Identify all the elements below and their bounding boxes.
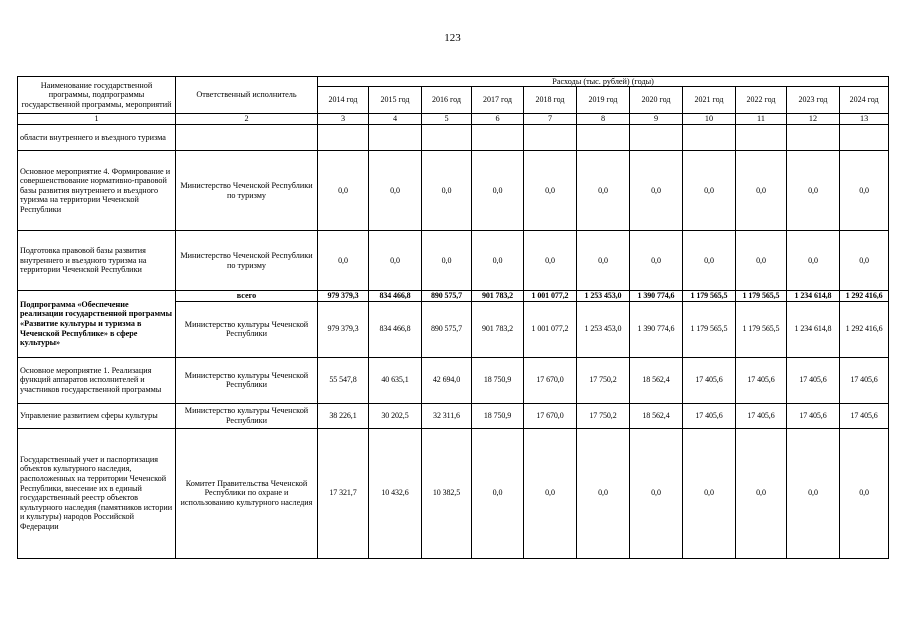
row-value: 834 466,8 <box>369 291 422 302</box>
year-header: 2017 год <box>472 87 524 114</box>
row-value: 0,0 <box>369 151 422 231</box>
year-header: 2021 год <box>683 87 736 114</box>
row-value: 1 390 774,6 <box>630 301 683 357</box>
row-value: 0,0 <box>683 231 736 291</box>
row-value <box>683 125 736 151</box>
row-value: 901 783,2 <box>472 301 524 357</box>
row-value: 0,0 <box>630 428 683 558</box>
column-number: 6 <box>472 114 524 125</box>
row-value: 0,0 <box>840 231 889 291</box>
row-value: 1 179 565,5 <box>683 301 736 357</box>
row-value: 901 783,2 <box>472 291 524 302</box>
row-value: 1 390 774,6 <box>630 291 683 302</box>
column-header-name: Наименование государственной программы, подпрограммы государственной программы, мероприятий <box>18 77 176 114</box>
row-value: 0,0 <box>787 231 840 291</box>
row-value: 18 750,9 <box>472 403 524 428</box>
row-value: 0,0 <box>787 428 840 558</box>
column-numbers-row <box>18 114 889 125</box>
column-number: 5 <box>422 114 472 125</box>
row-value: 1 253 453,0 <box>577 291 630 302</box>
year-header: 2019 год <box>577 87 630 114</box>
row-value: 17 405,6 <box>787 357 840 403</box>
table-row <box>18 151 889 231</box>
row-value <box>577 125 630 151</box>
row-value: 0,0 <box>736 151 787 231</box>
row-responsible: Министерство культуры Чеченской Республики <box>176 403 318 428</box>
row-value: 0,0 <box>577 428 630 558</box>
row-value: 834 466,8 <box>369 301 422 357</box>
year-header: 2022 год <box>736 87 787 114</box>
row-value: 0,0 <box>630 151 683 231</box>
year-header: 2018 год <box>524 87 577 114</box>
row-value: 38 226,1 <box>318 403 369 428</box>
row-value: 1 234 614,8 <box>787 291 840 302</box>
table-row <box>18 125 889 151</box>
row-value: 1 292 416,6 <box>840 301 889 357</box>
row-value: 979 379,3 <box>318 291 369 302</box>
row-value: 0,0 <box>683 151 736 231</box>
row-name: Подготовка правовой базы развития внутреннего и въездного туризма на территории Чеченской Республики <box>18 231 176 291</box>
row-value: 17 405,6 <box>683 403 736 428</box>
row-value: 18 562,4 <box>630 403 683 428</box>
year-header: 2016 год <box>422 87 472 114</box>
row-value: 18 562,4 <box>630 357 683 403</box>
table-row <box>18 231 889 291</box>
row-value: 10 382,5 <box>422 428 472 558</box>
column-number: 1 <box>18 114 176 125</box>
row-value <box>840 125 889 151</box>
row-name: области внутреннего и въездного туризма <box>18 125 176 151</box>
table-row <box>18 403 889 428</box>
row-name: Основное мероприятие 1. Реализация функций аппаратов исполнителей и участников государственной программы <box>18 357 176 403</box>
row-value: 1 253 453,0 <box>577 301 630 357</box>
column-number: 11 <box>736 114 787 125</box>
row-value: 0,0 <box>524 151 577 231</box>
row-value <box>369 125 422 151</box>
row-responsible: Министерство культуры Чеченской Республики <box>176 301 318 357</box>
column-number: 9 <box>630 114 683 125</box>
row-value <box>524 125 577 151</box>
row-value: 17 750,2 <box>577 357 630 403</box>
year-header: 2014 год <box>318 87 369 114</box>
year-header: 2023 год <box>787 87 840 114</box>
row-value: 55 547,8 <box>318 357 369 403</box>
row-value: 17 405,6 <box>840 403 889 428</box>
row-value: 1 292 416,6 <box>840 291 889 302</box>
row-responsible: Министерство Чеченской Республики по туризму <box>176 231 318 291</box>
row-value: 0,0 <box>787 151 840 231</box>
column-header-expenses: Расходы (тыс. рублей) (годы) <box>318 77 889 87</box>
row-value: 17 405,6 <box>736 403 787 428</box>
row-value: 1 001 077,2 <box>524 301 577 357</box>
row-responsible: Министерство Чеченской Республики по туризму <box>176 151 318 231</box>
row-name: Подпрограмма «Обеспечение реализации государственной программы «Развитие культуры и туризма в Чеченской Республике» в сфере культуры» <box>18 291 176 358</box>
row-value: 17 670,0 <box>524 403 577 428</box>
header-row <box>18 77 889 87</box>
row-value: 17 321,7 <box>318 428 369 558</box>
row-value: 10 432,6 <box>369 428 422 558</box>
row-value <box>787 125 840 151</box>
year-header: 2015 год <box>369 87 422 114</box>
page-number: 123 <box>444 32 461 44</box>
row-value: 0,0 <box>840 151 889 231</box>
row-value: 0,0 <box>318 151 369 231</box>
row-value: 890 575,7 <box>422 291 472 302</box>
row-value: 0,0 <box>472 151 524 231</box>
row-value: 0,0 <box>318 231 369 291</box>
table-row <box>18 357 889 403</box>
row-value <box>318 125 369 151</box>
row-value: 17 405,6 <box>683 357 736 403</box>
table-row-subprogram-total <box>18 291 889 302</box>
year-header: 2020 год <box>630 87 683 114</box>
row-value: 0,0 <box>472 428 524 558</box>
column-number: 2 <box>176 114 318 125</box>
row-value <box>736 125 787 151</box>
row-value: 0,0 <box>577 231 630 291</box>
row-value: 979 379,3 <box>318 301 369 357</box>
row-value: 0,0 <box>422 231 472 291</box>
row-name: Государственный учет и паспортизация объектов культурного наследия, расположенных на территории Чеченской Республики, внесение их в единый государственный реестр объектов культурного наследия (памятников истории и культуры) народов Российской Федерации <box>18 428 176 558</box>
column-number: 8 <box>577 114 630 125</box>
column-number: 12 <box>787 114 840 125</box>
row-value: 1 179 565,5 <box>683 291 736 302</box>
row-value: 0,0 <box>840 428 889 558</box>
row-value: 17 670,0 <box>524 357 577 403</box>
year-header: 2024 год <box>840 87 889 114</box>
column-number: 3 <box>318 114 369 125</box>
row-value: 1 179 565,5 <box>736 291 787 302</box>
row-responsible: Министерство культуры Чеченской Республики <box>176 357 318 403</box>
row-value: 17 405,6 <box>736 357 787 403</box>
row-name: Управление развитием сферы культуры <box>18 403 176 428</box>
row-value: 0,0 <box>422 151 472 231</box>
column-number: 13 <box>840 114 889 125</box>
row-value: 1 234 614,8 <box>787 301 840 357</box>
row-responsible <box>176 125 318 151</box>
row-value: 0,0 <box>472 231 524 291</box>
row-value: 0,0 <box>683 428 736 558</box>
row-responsible: всего <box>176 291 318 302</box>
row-value: 17 405,6 <box>840 357 889 403</box>
column-number: 10 <box>683 114 736 125</box>
budget-table <box>17 76 889 559</box>
row-value: 30 202,5 <box>369 403 422 428</box>
row-value: 32 311,6 <box>422 403 472 428</box>
row-value: 0,0 <box>736 231 787 291</box>
row-value: 0,0 <box>630 231 683 291</box>
row-value: 17 750,2 <box>577 403 630 428</box>
column-number: 4 <box>369 114 422 125</box>
row-value: 0,0 <box>577 151 630 231</box>
row-value: 42 694,0 <box>422 357 472 403</box>
column-header-responsible: Ответственный исполнитель <box>176 77 318 114</box>
row-value: 1 001 077,2 <box>524 291 577 302</box>
row-name: Основное мероприятие 4. Формирование и совершенствование нормативно-правовой базы развития внутреннего и въездного туризма на территории Чеченской Республики <box>18 151 176 231</box>
row-value <box>422 125 472 151</box>
row-value <box>472 125 524 151</box>
row-value: 0,0 <box>524 231 577 291</box>
row-value: 40 635,1 <box>369 357 422 403</box>
row-value: 0,0 <box>524 428 577 558</box>
row-value <box>630 125 683 151</box>
column-number: 7 <box>524 114 577 125</box>
row-value: 18 750,9 <box>472 357 524 403</box>
row-value: 890 575,7 <box>422 301 472 357</box>
table-row <box>18 428 889 558</box>
row-responsible: Комитет Правительства Чеченской Республики по охране и использованию культурного наследия <box>176 428 318 558</box>
row-value: 0,0 <box>736 428 787 558</box>
row-value: 1 179 565,5 <box>736 301 787 357</box>
row-value: 0,0 <box>369 231 422 291</box>
row-value: 17 405,6 <box>787 403 840 428</box>
